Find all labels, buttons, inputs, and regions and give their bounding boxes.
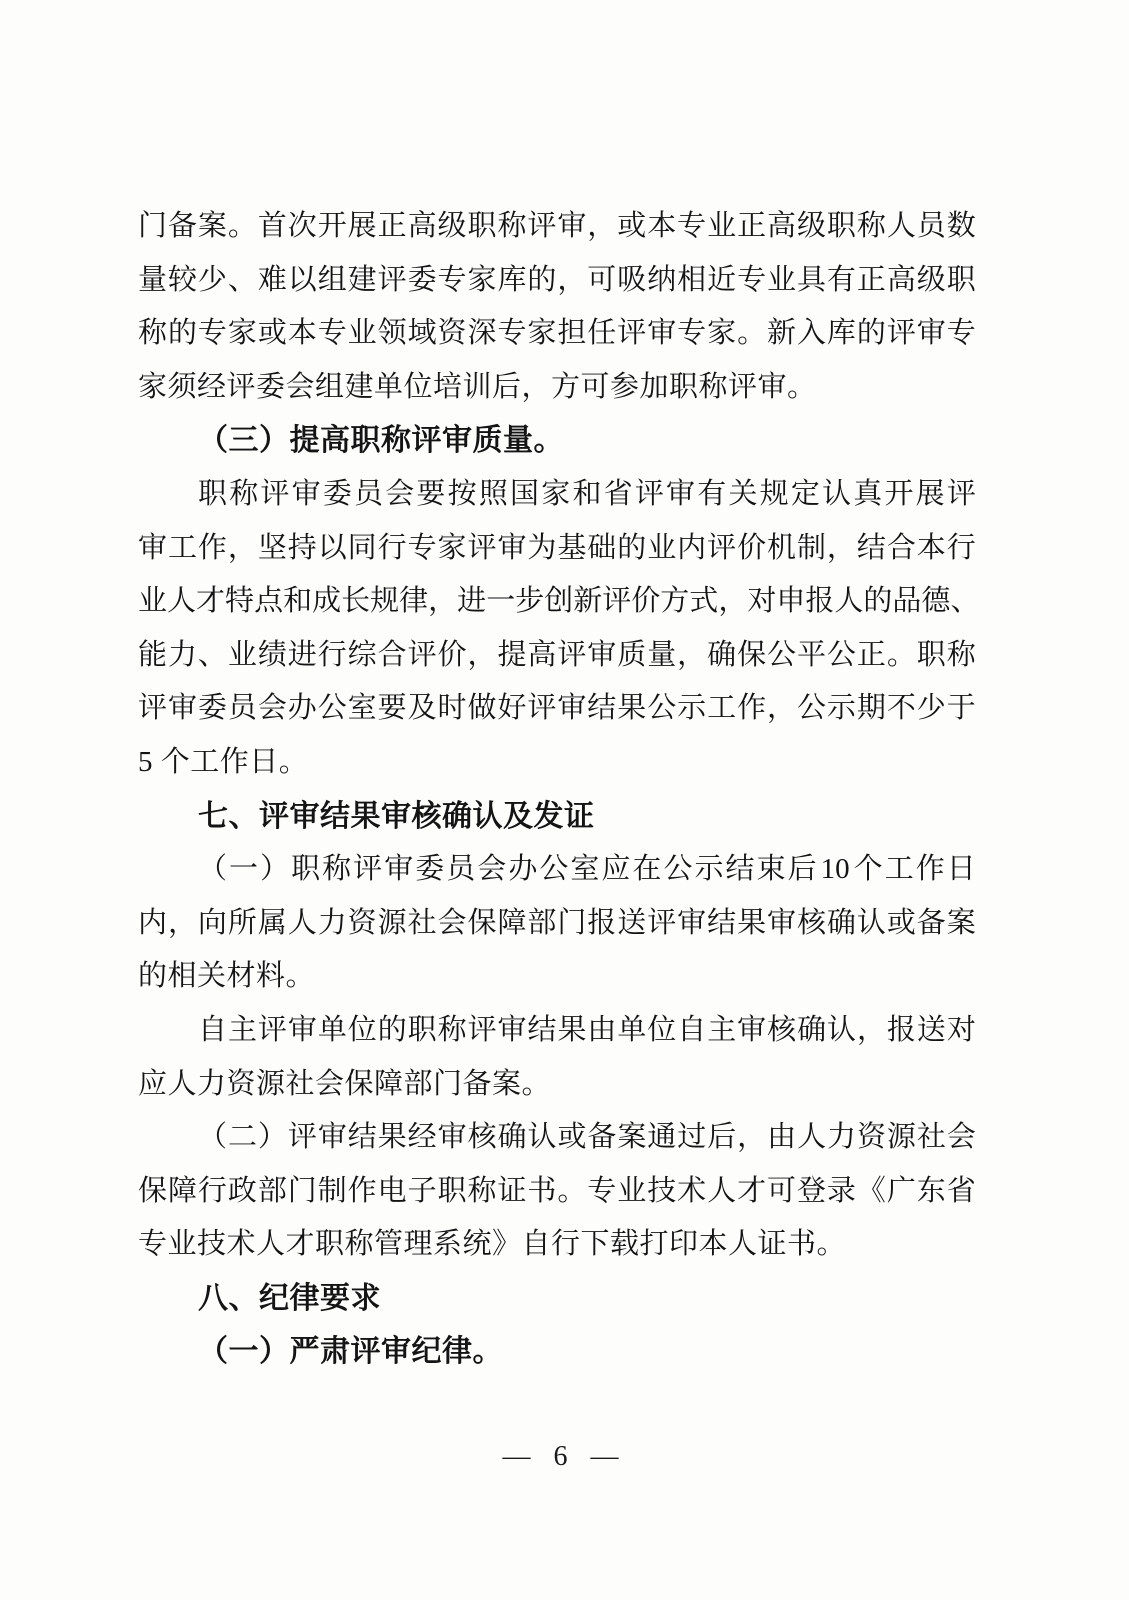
text-line: 保 障 行 政 部 门 制 作 电 子 职 称 证 书 。 专 业 技 术 人 才 可 登 录 《 广 东 省 xyxy=(138,1174,976,1207)
text-line: 的相关材料。 xyxy=(138,960,316,993)
text-line: 家须经评委会组建单位培训后，方可参加职称评审。 xyxy=(138,370,817,403)
page-footer xyxy=(0,1441,1129,1473)
text-line: 量 较 少 、 难 以 组 建 评 委 专 家 库 的 ， 可 吸 纳 相 近 专 业 具 有 正 高 级 职 xyxy=(138,263,976,296)
section-heading: （三）提高职称评审质量。 xyxy=(198,424,564,458)
section-heading: 七、评审结果审核确认及发证 xyxy=(198,799,595,833)
text-line: 内 ， 向 所 属 人 力 资 源 社 会 保 障 部 门 报 送 评 审 结 果 审 核 确 认 或 备 案 xyxy=(138,906,976,939)
text-line: 评 审 委 员 会 办 公 室 要 及 时 做 好 评 审 结 果 公 示 工 作 ， 公 示 期 不 少 于 xyxy=(138,692,976,725)
text-line: （ 二 ） 评 审 结 果 经 审 核 确 认 或 备 案 通 过 后 ， 由 人 力 资 源 社 会 xyxy=(198,1121,976,1154)
text-line: 自 主 评 审 单 位 的 职 称 评 审 结 果 由 单 位 自 主 审 核 确 认 ， 报 送 对 xyxy=(198,1013,976,1046)
document-body xyxy=(138,200,980,1379)
text-line: 业 人 才 特 点 和 成 长 规 律 ， 进 一 步 创 新 评 价 方 式 ， 对 申 报 人 的 品 德 、 xyxy=(138,585,980,618)
text-line: 门 备 案 。 首 次 开 展 正 高 级 职 称 评 审 ， 或 本 专 业 正 高 级 职 称 人 员 数 xyxy=(138,210,976,242)
section-heading: 八、纪律要求 xyxy=(198,1281,381,1315)
text-line: 称 的 专 家 或 本 专 业 领 域 资 深 专 家 担 任 评 审 专 家 。 新 入 库 的 评 审 专 xyxy=(138,317,976,350)
page-number: — 6 — xyxy=(502,1441,627,1472)
text-line: 能 力 、 业 绩 进 行 综 合 评 价 ， 提 高 评 审 质 量 ， 确 保 公 平 公 正 。 职 称 xyxy=(138,638,976,671)
text-line: 职 称 评 审 委 员 会 要 按 照 国 家 和 省 评 审 有 关 规 定 认 真 开 展 评 xyxy=(198,477,976,510)
text-line: 5 个工作日。 xyxy=(138,745,309,778)
text-line: （ 一 ） 职 称 评 审 委 员 会 办 公 室 应 在 公 示 结 束 后 10 个 工 作 日 xyxy=(198,853,976,886)
text-line: 审 工 作 ， 坚 持 以 同 行 专 家 评 审 为 基 础 的 业 内 评 价 机 制 ， 结 合 本 行 xyxy=(138,531,976,564)
text-line: 专业技术人才职称管理系统》自行下载打印本人证书。 xyxy=(138,1228,847,1261)
text-line: 应人力资源社会保障部门备案。 xyxy=(138,1067,552,1100)
section-heading: （一）严肃评审纪律。 xyxy=(198,1335,503,1369)
